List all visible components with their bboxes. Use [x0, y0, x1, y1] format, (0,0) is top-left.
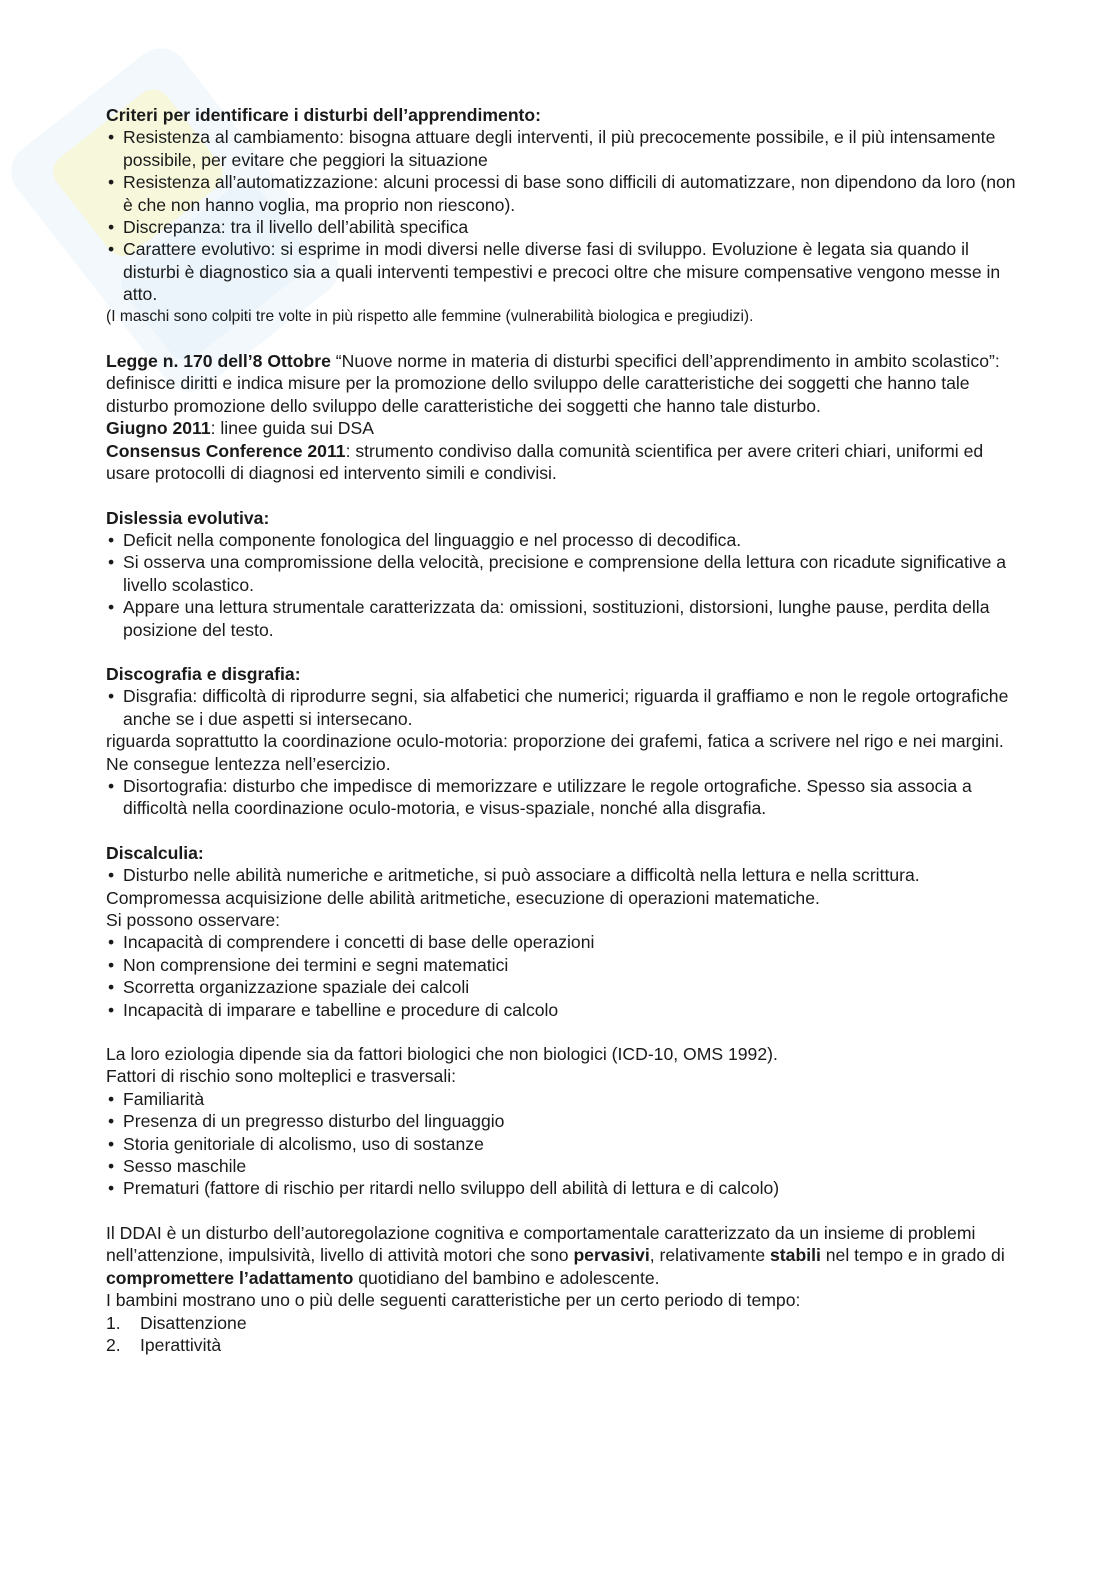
- discalculia-paragraph-1: Compromessa acquisizione delle abilità aritmetiche, esecuzione di operazioni matematiche.: [106, 887, 820, 908]
- ddai-text-1: Il DDAI è un disturbo dell’autoregolazione cognitiva e comportamentale caratterizzato da un insieme di problemi nell’attenzione, impulsività, livello di attività motori che sono: [106, 1222, 976, 1266]
- legge-paragraph: [106, 350, 1021, 417]
- list-text: Iperattività: [140, 1334, 222, 1355]
- giugno-paragraph: [106, 417, 1021, 439]
- ddai-text-3: nel tempo e in grado di: [820, 1245, 1005, 1266]
- criteri-note: (I maschi sono colpiti tre volte in più rispetto alle femmine (vulnerabilità biologica e pregiudizi).: [106, 307, 754, 325]
- list-item: • Resistenza all’automatizzazione: alcuni processi di base sono difficili di automatizzare, non dipendono da loro (non è che non hanno voglia, ma proprio non riescono).: [106, 171, 1021, 216]
- ddai-paragraph: [106, 1222, 1021, 1289]
- discalculia-paragraph-2: Si possono osservare:: [106, 910, 281, 930]
- list-item: • Familiarità: [106, 1088, 1021, 1110]
- list-item: • Disgrafia: difficoltà di riprodurre segni, sia alfabetici che numerici; riguarda il graffiamo e non le regole ortografiche anche se i due aspetti si intersecano.: [106, 685, 1021, 730]
- discografia-paragraph: riguarda soprattutto la coordinazione oculo-motoria: proporzione dei grafemi, fatica a scrivere nel rigo e nei margini. Ne consegue lentezza nell’esercizio.: [106, 731, 1004, 774]
- list-item: • Discrepanza: tra il livello dell’abilità specifica: [106, 216, 1021, 238]
- discografia-list-1: [106, 685, 1021, 730]
- list-item: • Prematuri (fattore di rischio per ritardi nello sviluppo dell abilità di lettura e di calcolo): [106, 1177, 1021, 1199]
- discalculia-list-1: [106, 864, 1021, 886]
- dislessia-list: [106, 529, 1021, 641]
- consensus-text: : strumento condiviso dalla comunità scientifica per avere criteri chiari, uniformi ed usare protocolli di diagnosi ed intervento simili e condivisi.: [106, 440, 984, 484]
- eziologia-paragraph-1: La loro eziologia dipende sia da fattori biologici che non biologici (ICD-10, OMS 1992).: [106, 1044, 778, 1065]
- ddai-numbered-list: [106, 1312, 1021, 1357]
- legge-bold: Legge n. 170 dell’8 Ottobre: [106, 351, 331, 372]
- list-item: [106, 1334, 1021, 1356]
- dislessia-heading: Dislessia evolutiva:: [106, 507, 270, 528]
- ddai-paragraph-2: I bambini mostrano uno o più delle seguenti caratteristiche per un certo periodo di tempo:: [106, 1290, 801, 1311]
- list-item: • Scorretta organizzazione spaziale dei calcoli: [106, 976, 1021, 998]
- list-item: • Resistenza al cambiamento: bisogna attuare degli interventi, il più precocemente possibile, e il più intensamente possibile, per evitare che peggiori la situazione: [106, 126, 1021, 171]
- ddai-bold-1: pervasivi: [573, 1245, 650, 1266]
- list-item: • Carattere evolutivo: si esprime in modi diversi nelle diverse fasi di sviluppo. Evoluzione è legata sia quando il disturbi è diagnostico sia a quali interventi tempestivi e precoci oltre che misure compensative vengono messe in atto.: [106, 238, 1021, 305]
- consensus-paragraph: [106, 440, 1021, 485]
- ddai-bold-3: compromettere l’adattamento: [106, 1267, 354, 1288]
- list-number: 1.: [106, 1312, 121, 1333]
- list-item: [106, 1312, 1021, 1334]
- document-page: [106, 104, 1021, 1356]
- list-item: • Storia genitoriale di alcolismo, uso di sostanze: [106, 1133, 1021, 1155]
- giugno-text: : linee guida sui DSA: [210, 418, 374, 439]
- ddai-bold-2: stabili: [770, 1245, 821, 1266]
- list-item: • Incapacità di comprendere i concetti di base delle operazioni: [106, 931, 1021, 953]
- discografia-heading: Discografia e disgrafia:: [106, 663, 301, 684]
- list-item: • Deficit nella componente fonologica del linguaggio e nel processo di decodifica.: [106, 529, 1021, 551]
- ddai-text-4: quotidiano del bambino e adolescente.: [353, 1267, 660, 1288]
- discalculia-list-2: [106, 931, 1021, 1021]
- list-item: • Non comprensione dei termini e segni matematici: [106, 954, 1021, 976]
- list-item: • Si osserva una compromissione della velocità, precisione e comprensione della lettura con ricadute significative a livello scolastico.: [106, 551, 1021, 596]
- ddai-text-2: , relativamente: [649, 1245, 771, 1266]
- criteri-heading: Criteri per identificare i disturbi dell’apprendimento:: [106, 105, 542, 125]
- legge-text: “Nuove norme in materia di disturbi specifici dell’apprendimento in ambito scolastico”: definisce diritti e indica misure per la promozione dello sviluppo delle caratteristiche dei soggetti che hanno tale disturbo promozione dello sviluppo delle caratteristiche dei soggetti che hanno tale disturbo.: [106, 351, 1000, 416]
- consensus-bold: Consensus Conference 2011: [106, 440, 346, 461]
- giugno-bold: Giugno 2011: [106, 418, 211, 439]
- eziologia-paragraph-2: Fattori di rischio sono molteplici e trasversali:: [106, 1066, 457, 1087]
- list-number: 2.: [106, 1334, 121, 1355]
- list-text: Disattenzione: [140, 1312, 247, 1333]
- list-item: • Presenza di un pregresso disturbo del linguaggio: [106, 1110, 1021, 1132]
- list-item: • Disturbo nelle abilità numeriche e aritmetiche, si può associare a difficoltà nella lettura e nella scrittura.: [106, 864, 1021, 886]
- criteri-list: [106, 126, 1021, 305]
- list-item: • Sesso maschile: [106, 1155, 1021, 1177]
- list-item: • Disortografia: disturbo che impedisce di memorizzare e utilizzare le regole ortografiche. Spesso sia associa a difficoltà nella coordinazione oculo-motoria, e visus-spaziale, nonché alla disgrafia.: [106, 775, 1021, 820]
- list-item: • Appare una lettura strumentale caratterizzata da: omissioni, sostituzioni, distorsioni, lunghe pause, perdita della posizione del testo.: [106, 596, 1021, 641]
- eziologia-list: [106, 1088, 1021, 1200]
- list-item: • Incapacità di imparare e tabelline e procedure di calcolo: [106, 999, 1021, 1021]
- discalculia-heading: Discalculia:: [106, 842, 204, 863]
- discografia-list-2: [106, 775, 1021, 820]
